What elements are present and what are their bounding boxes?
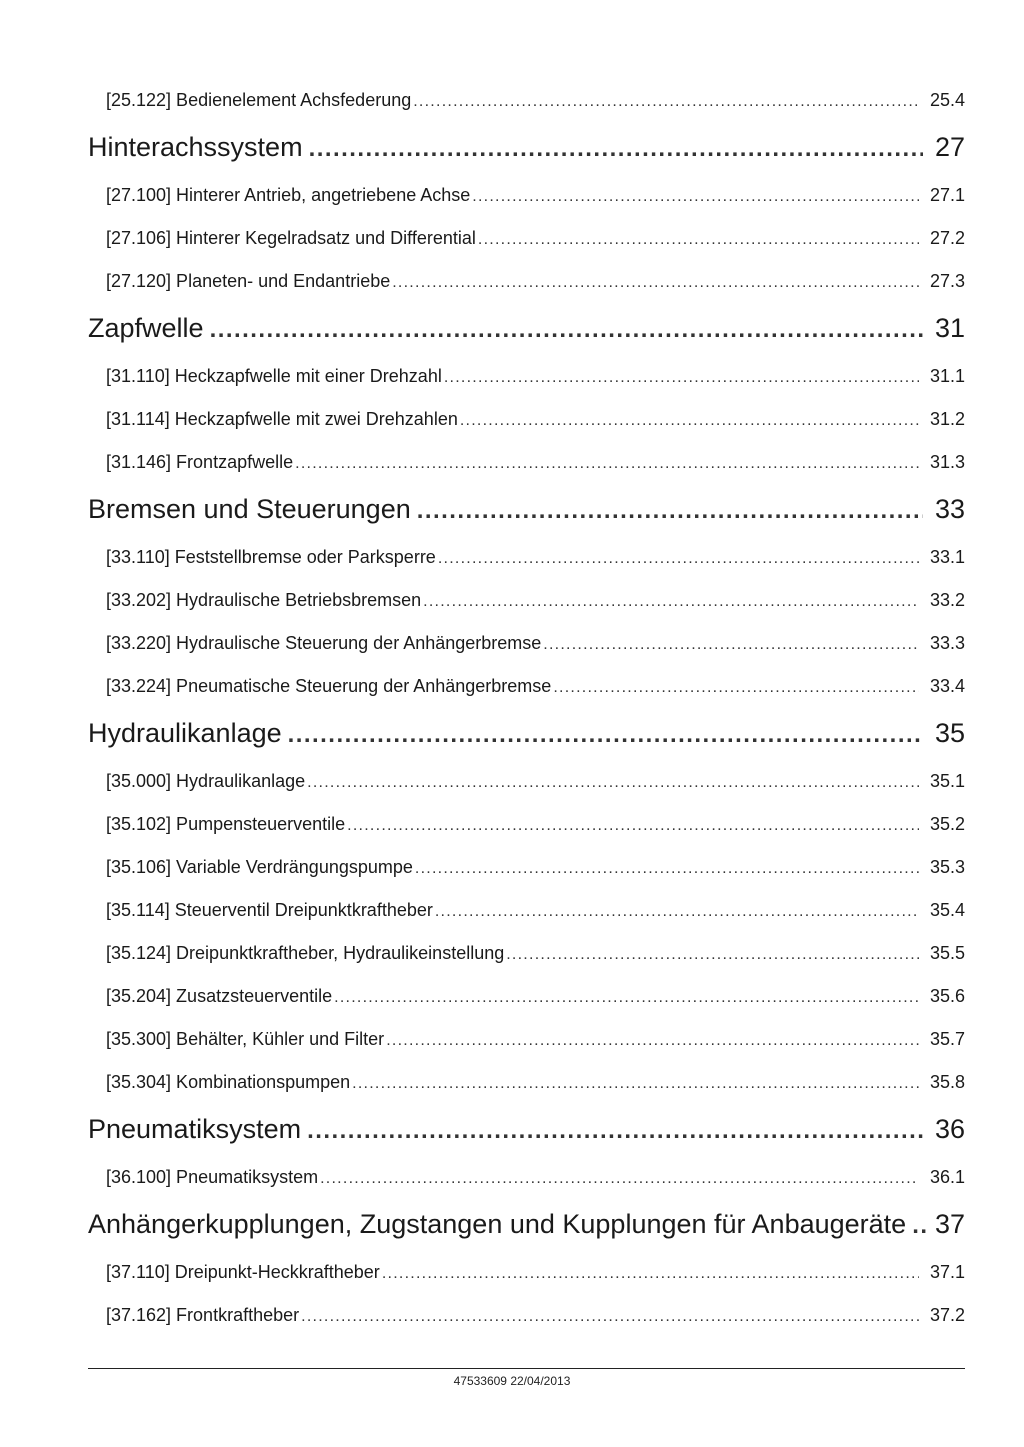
toc-chapter-label: Hydraulikanlage bbox=[88, 718, 282, 748]
toc-chapter[interactable] bbox=[88, 313, 965, 349]
toc-entry-page: 35.1 bbox=[929, 771, 965, 791]
toc-entry-page: 35.8 bbox=[929, 1072, 965, 1092]
toc-entry-page: 35.5 bbox=[929, 943, 965, 963]
toc-entry-page: 27.3 bbox=[929, 271, 965, 291]
toc-entry[interactable] bbox=[106, 857, 965, 881]
toc-entry-page: 33.4 bbox=[929, 676, 965, 696]
toc-entry-label: [33.220] Hydraulische Steuerung der Anhängerbremse bbox=[106, 633, 542, 653]
toc-entry[interactable] bbox=[106, 814, 965, 838]
toc-entry[interactable] bbox=[106, 1072, 965, 1096]
dot-leader bbox=[506, 946, 919, 964]
toc-chapter[interactable] bbox=[88, 1209, 965, 1245]
toc-entry[interactable] bbox=[106, 943, 965, 967]
dot-leader bbox=[438, 550, 919, 568]
toc-entry[interactable] bbox=[106, 1029, 965, 1053]
toc-entry-label: [25.122] Bedienelement Achsfederung bbox=[106, 90, 412, 110]
toc-entry-label: [35.124] Dreipunktkraftheber, Hydraulikeinstellung bbox=[106, 943, 505, 963]
dot-leader bbox=[386, 1032, 919, 1050]
toc-entry-page: 35.6 bbox=[929, 986, 965, 1006]
toc-entry-label: [33.224] Pneumatische Steuerung der Anhängerbremse bbox=[106, 676, 552, 696]
dot-leader bbox=[352, 1075, 919, 1093]
toc-chapter[interactable] bbox=[88, 494, 965, 530]
toc-entry-label: [31.146] Frontzapfwelle bbox=[106, 452, 294, 472]
toc-entry-label: [33.110] Feststellbremse oder Parksperre bbox=[106, 547, 436, 567]
toc-chapter[interactable] bbox=[88, 1114, 965, 1150]
toc-chapter-label: Anhängerkupplungen, Zugstangen und Kupplungen für Anbaugeräte bbox=[88, 1209, 907, 1239]
toc-entry-label: [37.162] Frontkraftheber bbox=[106, 1305, 300, 1325]
toc-entry-page: 33.3 bbox=[929, 633, 965, 653]
dot-leader bbox=[553, 679, 919, 697]
toc-entry-label: [35.300] Behälter, Kühler und Filter bbox=[106, 1029, 385, 1049]
toc-entry-label: [35.204] Zusatzsteuerventile bbox=[106, 986, 333, 1006]
toc-entry-page: 35.7 bbox=[929, 1029, 965, 1049]
dot-leader bbox=[444, 369, 919, 387]
toc-entry[interactable] bbox=[106, 271, 965, 295]
toc-entry[interactable] bbox=[106, 771, 965, 795]
dot-leader bbox=[543, 636, 919, 654]
dot-leader bbox=[413, 93, 919, 111]
toc-entry[interactable] bbox=[106, 547, 965, 571]
toc-entry-label: [36.100] Pneumatiksystem bbox=[106, 1167, 319, 1187]
toc-entry-page: 25.4 bbox=[929, 90, 965, 110]
toc-entry-page: 33.2 bbox=[929, 590, 965, 610]
toc-entry-label: [31.110] Heckzapfwelle mit einer Drehzahl bbox=[106, 366, 442, 386]
dot-leader bbox=[295, 455, 919, 473]
toc-chapter-label: Hinterachssystem bbox=[88, 132, 303, 162]
toc-entry-label: [35.102] Pumpensteuerventile bbox=[106, 814, 346, 834]
toc-entry[interactable] bbox=[106, 900, 965, 924]
dot-leader bbox=[392, 274, 919, 292]
toc-entry-label: [27.100] Hinterer Antrieb, angetriebene Achse bbox=[106, 185, 471, 205]
dot-leader bbox=[423, 593, 919, 611]
toc-chapter-label: Zapfwelle bbox=[88, 313, 204, 343]
dot-leader bbox=[347, 817, 919, 835]
toc-entry[interactable] bbox=[106, 452, 965, 476]
toc-chapter-label: Pneumatiksystem bbox=[88, 1114, 302, 1144]
toc-entry[interactable] bbox=[106, 185, 965, 209]
toc-entry-page: 37.1 bbox=[929, 1262, 965, 1282]
toc-chapter-label: Bremsen und Steuerungen bbox=[88, 494, 411, 524]
toc-entry[interactable] bbox=[106, 1262, 965, 1286]
toc-chapter-page: 31 bbox=[934, 313, 965, 343]
toc-chapter-page: 36 bbox=[934, 1114, 965, 1144]
toc-entry[interactable] bbox=[106, 228, 965, 252]
toc-entry[interactable] bbox=[106, 409, 965, 433]
dot-leader bbox=[288, 721, 923, 749]
toc-entry[interactable] bbox=[106, 366, 965, 390]
toc-entry-page: 37.2 bbox=[929, 1305, 965, 1325]
dot-leader bbox=[478, 231, 919, 249]
dot-leader bbox=[382, 1265, 919, 1283]
dot-leader bbox=[435, 903, 919, 921]
dot-leader bbox=[307, 774, 919, 792]
toc-entry-page: 27.1 bbox=[929, 185, 965, 205]
toc-entry-label: [35.106] Variable Verdrängungspumpe bbox=[106, 857, 413, 877]
dot-leader bbox=[460, 412, 919, 430]
toc-entry-page: 31.1 bbox=[929, 366, 965, 386]
footer-document-id: 47533609 22/04/2013 bbox=[453, 1374, 571, 1388]
toc-chapter-page: 37 bbox=[934, 1209, 965, 1239]
toc-entry-label: [31.114] Heckzapfwelle mit zwei Drehzahlen bbox=[106, 409, 458, 429]
dot-leader bbox=[415, 860, 919, 878]
toc-entry-label: [37.110] Dreipunkt-Heckkraftheber bbox=[106, 1262, 380, 1282]
toc-entry[interactable] bbox=[106, 1167, 965, 1191]
toc-chapter-page: 33 bbox=[934, 494, 965, 524]
dot-leader bbox=[417, 497, 923, 525]
toc-entry-label: [33.202] Hydraulische Betriebsbremsen bbox=[106, 590, 422, 610]
toc-entry[interactable] bbox=[106, 590, 965, 614]
toc-entry-page: 36.1 bbox=[929, 1167, 965, 1187]
dot-leader bbox=[301, 1308, 919, 1326]
toc-entry-page: 31.2 bbox=[929, 409, 965, 429]
dot-leader bbox=[334, 989, 919, 1007]
toc-entry[interactable] bbox=[106, 90, 965, 114]
toc-entry[interactable] bbox=[106, 1305, 965, 1329]
toc-entry-page: 27.2 bbox=[929, 228, 965, 248]
toc-chapter[interactable] bbox=[88, 132, 965, 168]
toc-entry-page: 33.1 bbox=[929, 547, 965, 567]
toc-chapter-page: 35 bbox=[934, 718, 965, 748]
toc-chapter-page: 27 bbox=[934, 132, 965, 162]
toc-entry-label: [35.000] Hydraulikanlage bbox=[106, 771, 306, 791]
dot-leader bbox=[320, 1170, 919, 1188]
toc-entry[interactable] bbox=[106, 633, 965, 657]
footer-divider bbox=[88, 1368, 965, 1369]
dot-leader bbox=[912, 1212, 929, 1240]
toc-entry-page: 31.3 bbox=[929, 452, 965, 472]
toc-entry-page: 35.2 bbox=[929, 814, 965, 834]
toc-entry-label: [35.114] Steuerventil Dreipunktkraftheber bbox=[106, 900, 433, 920]
dot-leader bbox=[307, 1117, 923, 1145]
dot-leader bbox=[472, 188, 919, 206]
toc-entry[interactable] bbox=[106, 986, 965, 1010]
toc-entry-label: [27.106] Hinterer Kegelradsatz und Differential bbox=[106, 228, 476, 248]
toc-entry-page: 35.4 bbox=[929, 900, 965, 920]
toc-entry-page: 35.3 bbox=[929, 857, 965, 877]
toc-chapter[interactable] bbox=[88, 718, 965, 754]
toc-entry-label: [27.120] Planeten- und Endantriebe bbox=[106, 271, 391, 291]
toc-entry-label: [35.304] Kombinationspumpen bbox=[106, 1072, 351, 1092]
dot-leader bbox=[309, 135, 923, 163]
toc-entry[interactable] bbox=[106, 676, 965, 700]
dot-leader bbox=[210, 316, 923, 344]
